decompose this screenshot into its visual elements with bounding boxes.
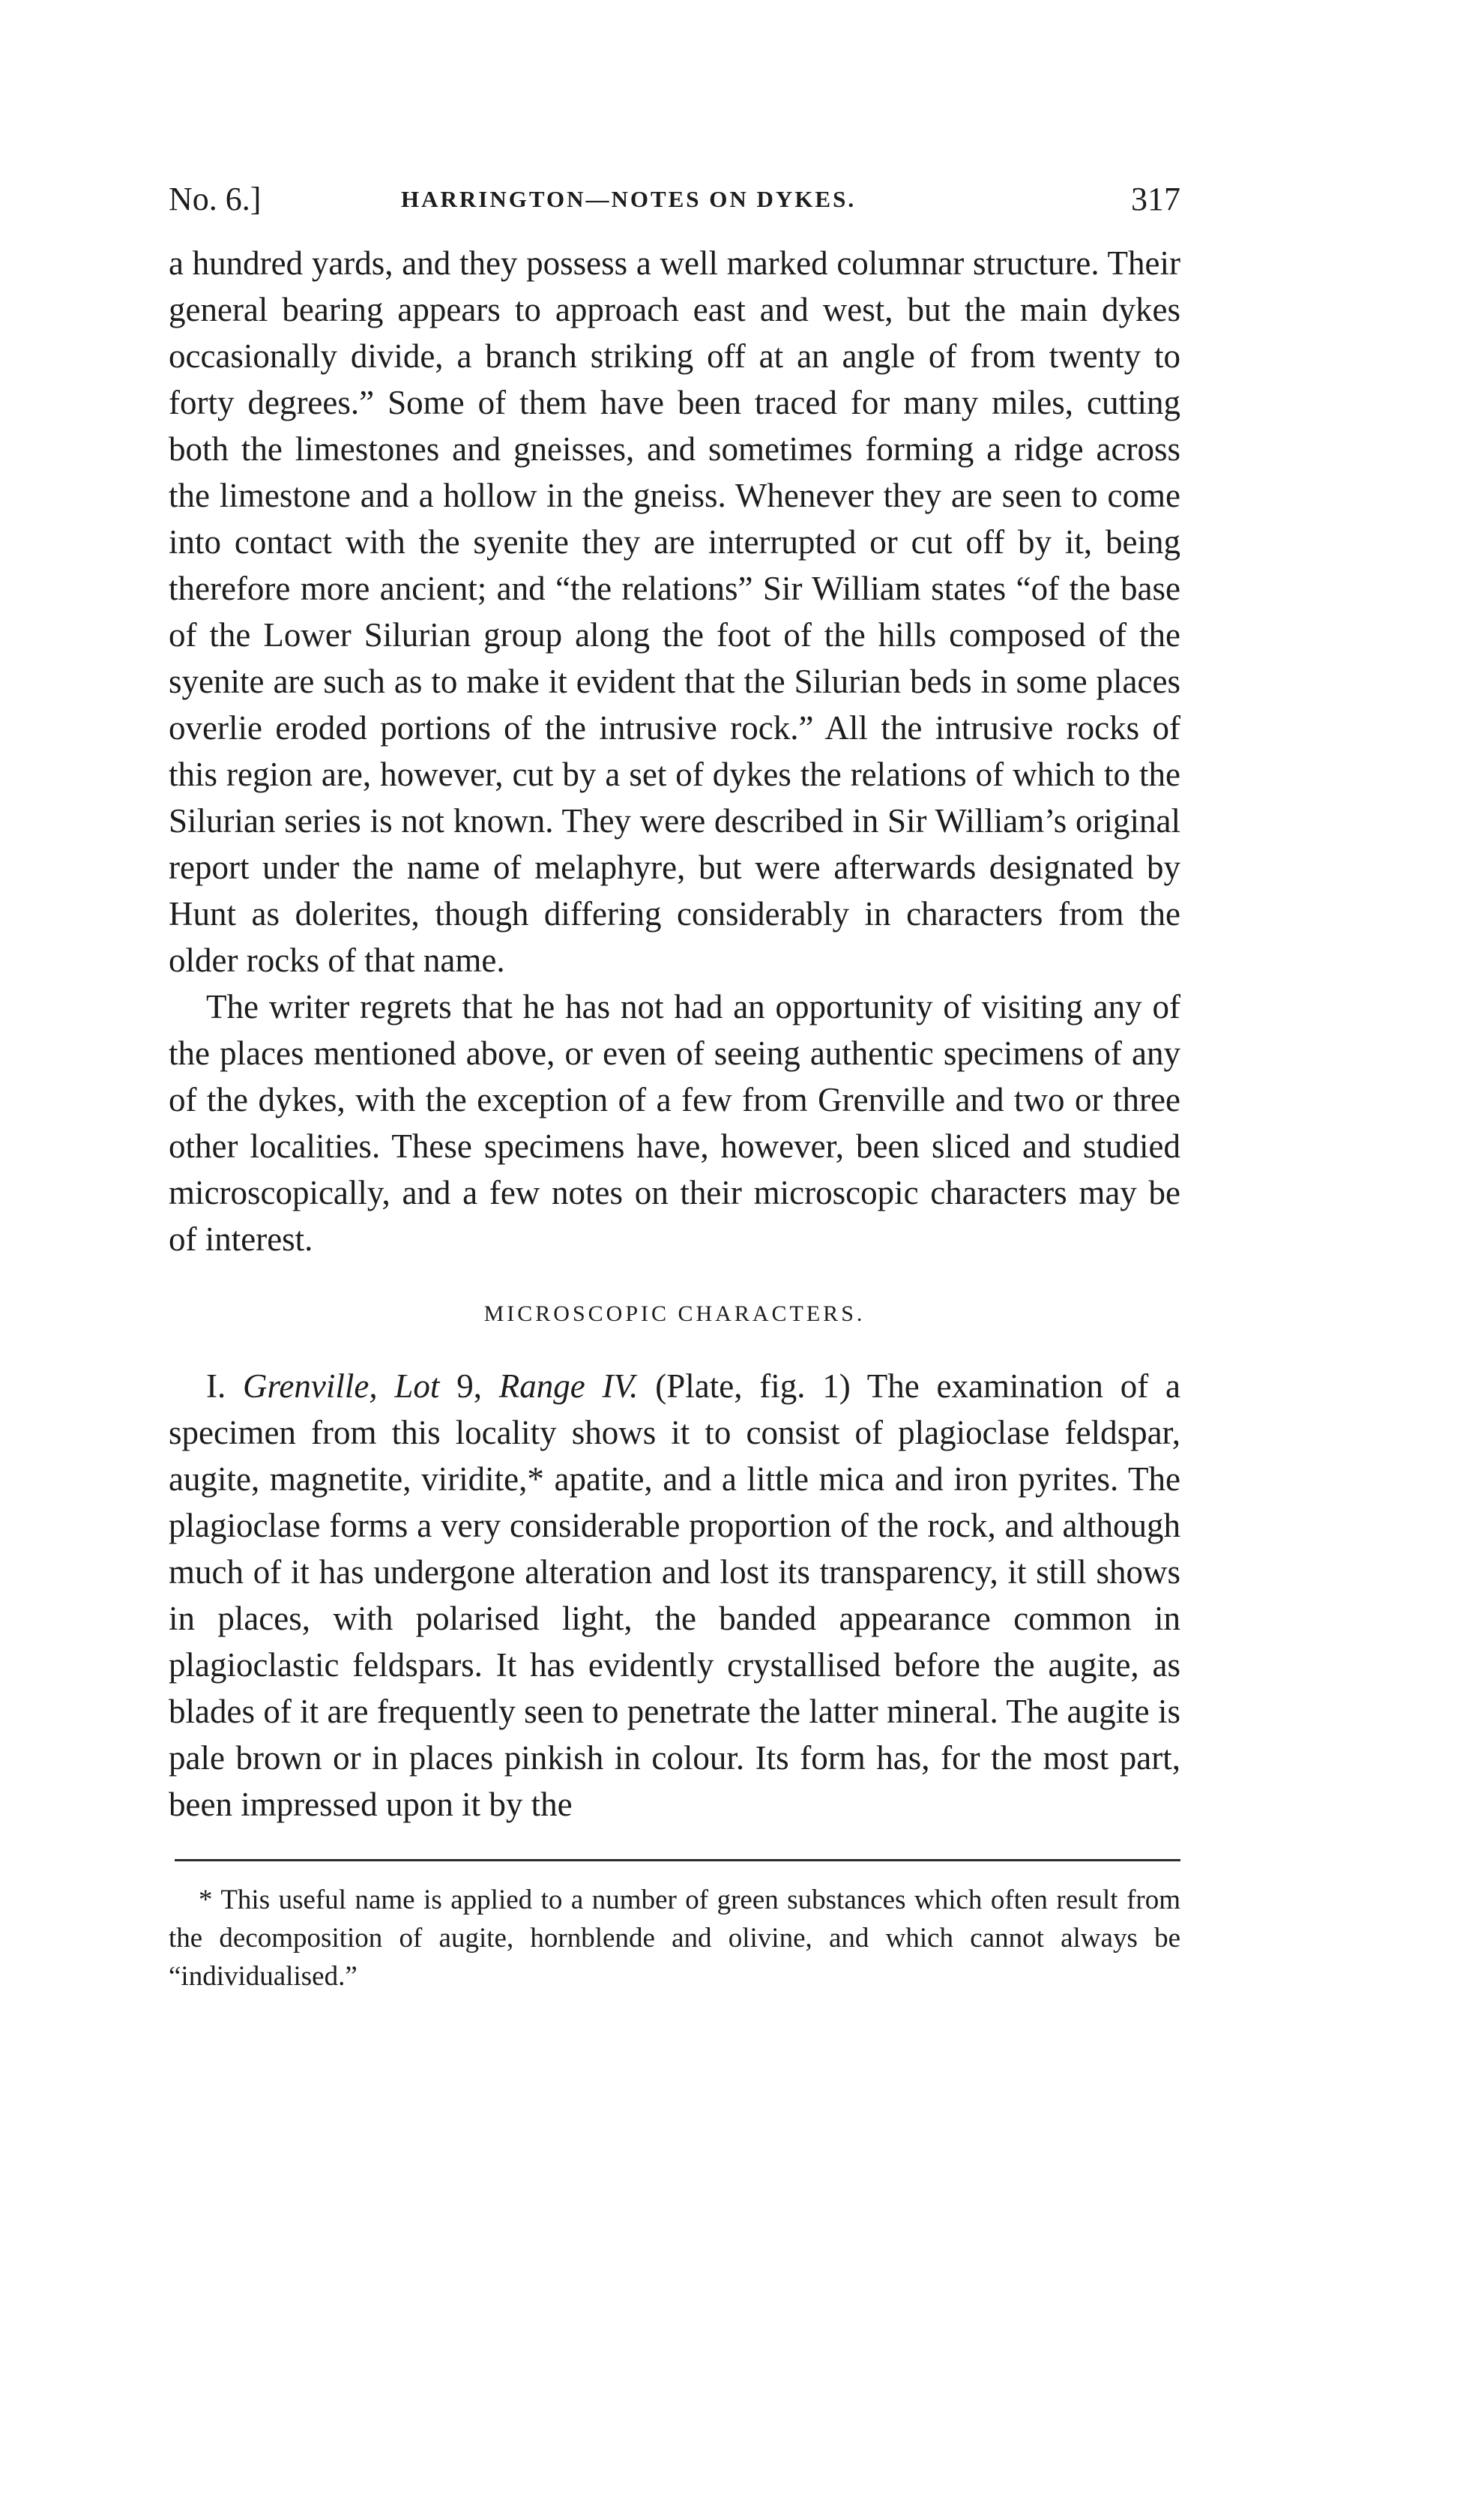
range-label: Range IV. bbox=[498, 1367, 639, 1405]
running-head bbox=[169, 180, 1180, 240]
page-number: 317 bbox=[1131, 181, 1180, 217]
paragraph-writer-regrets: The writer regrets that he has not had an opportunity of visiting any of the places mentioned above, or even of seeing authentic specimens of any of the dykes, with the exception of a few from Grenville and two or three other localities. These specimens have, however, been sliced and studied microscopically, and a few notes on their microscopic characters may be of interest. bbox=[169, 988, 1180, 1258]
lot-number: 9, bbox=[456, 1367, 482, 1405]
lot-label: Lot bbox=[394, 1367, 440, 1405]
footnote-rule bbox=[175, 1859, 1180, 1861]
journal-number: No. 6.] bbox=[169, 181, 262, 217]
paragraph-continued: a hundred yards, and they possess a well marked columnar structure. Their general bearing appears to approach east and west, but the main dykes occasionally divide, a branch striking off at an angle of from twenty to forty degrees.” Some of them have been traced for many miles, cutting both the limestones and gneisses, and sometimes forming a ridge across the limestone and a hollow in the gneiss. Whenever they are seen to come into contact with the syenite they are interrupted or cut off by it, being therefore more ancient; and “the relations” Sir William states “of the base of the Lower Silurian group along the foot of the hills composed of the syenite are such as to make it evident that the Silurian beds in some places overlie eroded portions of the intrusive rock.” All the intrusive rocks of this region are, however, cut by a set of dykes the relations of which to the Silurian series is not known. They were described in Sir William’s original report under the name of melaphyre, but were afterwards designated by Hunt as dolerites, though differing considerably in characters from the older rocks of that name. bbox=[169, 244, 1180, 979]
item-number: I. bbox=[206, 1367, 226, 1405]
body-text bbox=[169, 240, 1180, 1828]
running-title: HARRINGTON—NOTES ON DYKES. bbox=[401, 186, 857, 212]
paragraph-grenville bbox=[169, 1363, 1180, 1828]
grenville-description: (Plate, fig. 1) The examination of a specimen from this locality shows it to consist of plagioclase feldspar, augite, magnetite, viridite,* apatite, and a little mica and iron pyrites. The plagioclase forms a very considerable proportion of the rock, and although much of it has undergone alteration and lost its transparency, it still shows in places, with polarised light, the banded appearance common in plagioclastic feldspars. It has evidently crystallised before the augite, as blades of it are frequently seen to penetrate the latter mineral. The augite is pale brown or in places pinkish in colour. Its form has, for the most part, been impressed upon it by the bbox=[169, 1367, 1180, 1823]
section-heading: MICROSCOPIC CHARACTERS. bbox=[483, 1301, 866, 1326]
locality-name: Grenville, bbox=[243, 1367, 378, 1405]
footnote: * This useful name is applied to a number of green substances which often result from the decomposition of augite, hornblende and olivine, and which cannot always be “individualised.” bbox=[169, 1885, 1180, 1992]
document-page bbox=[169, 180, 1180, 1996]
